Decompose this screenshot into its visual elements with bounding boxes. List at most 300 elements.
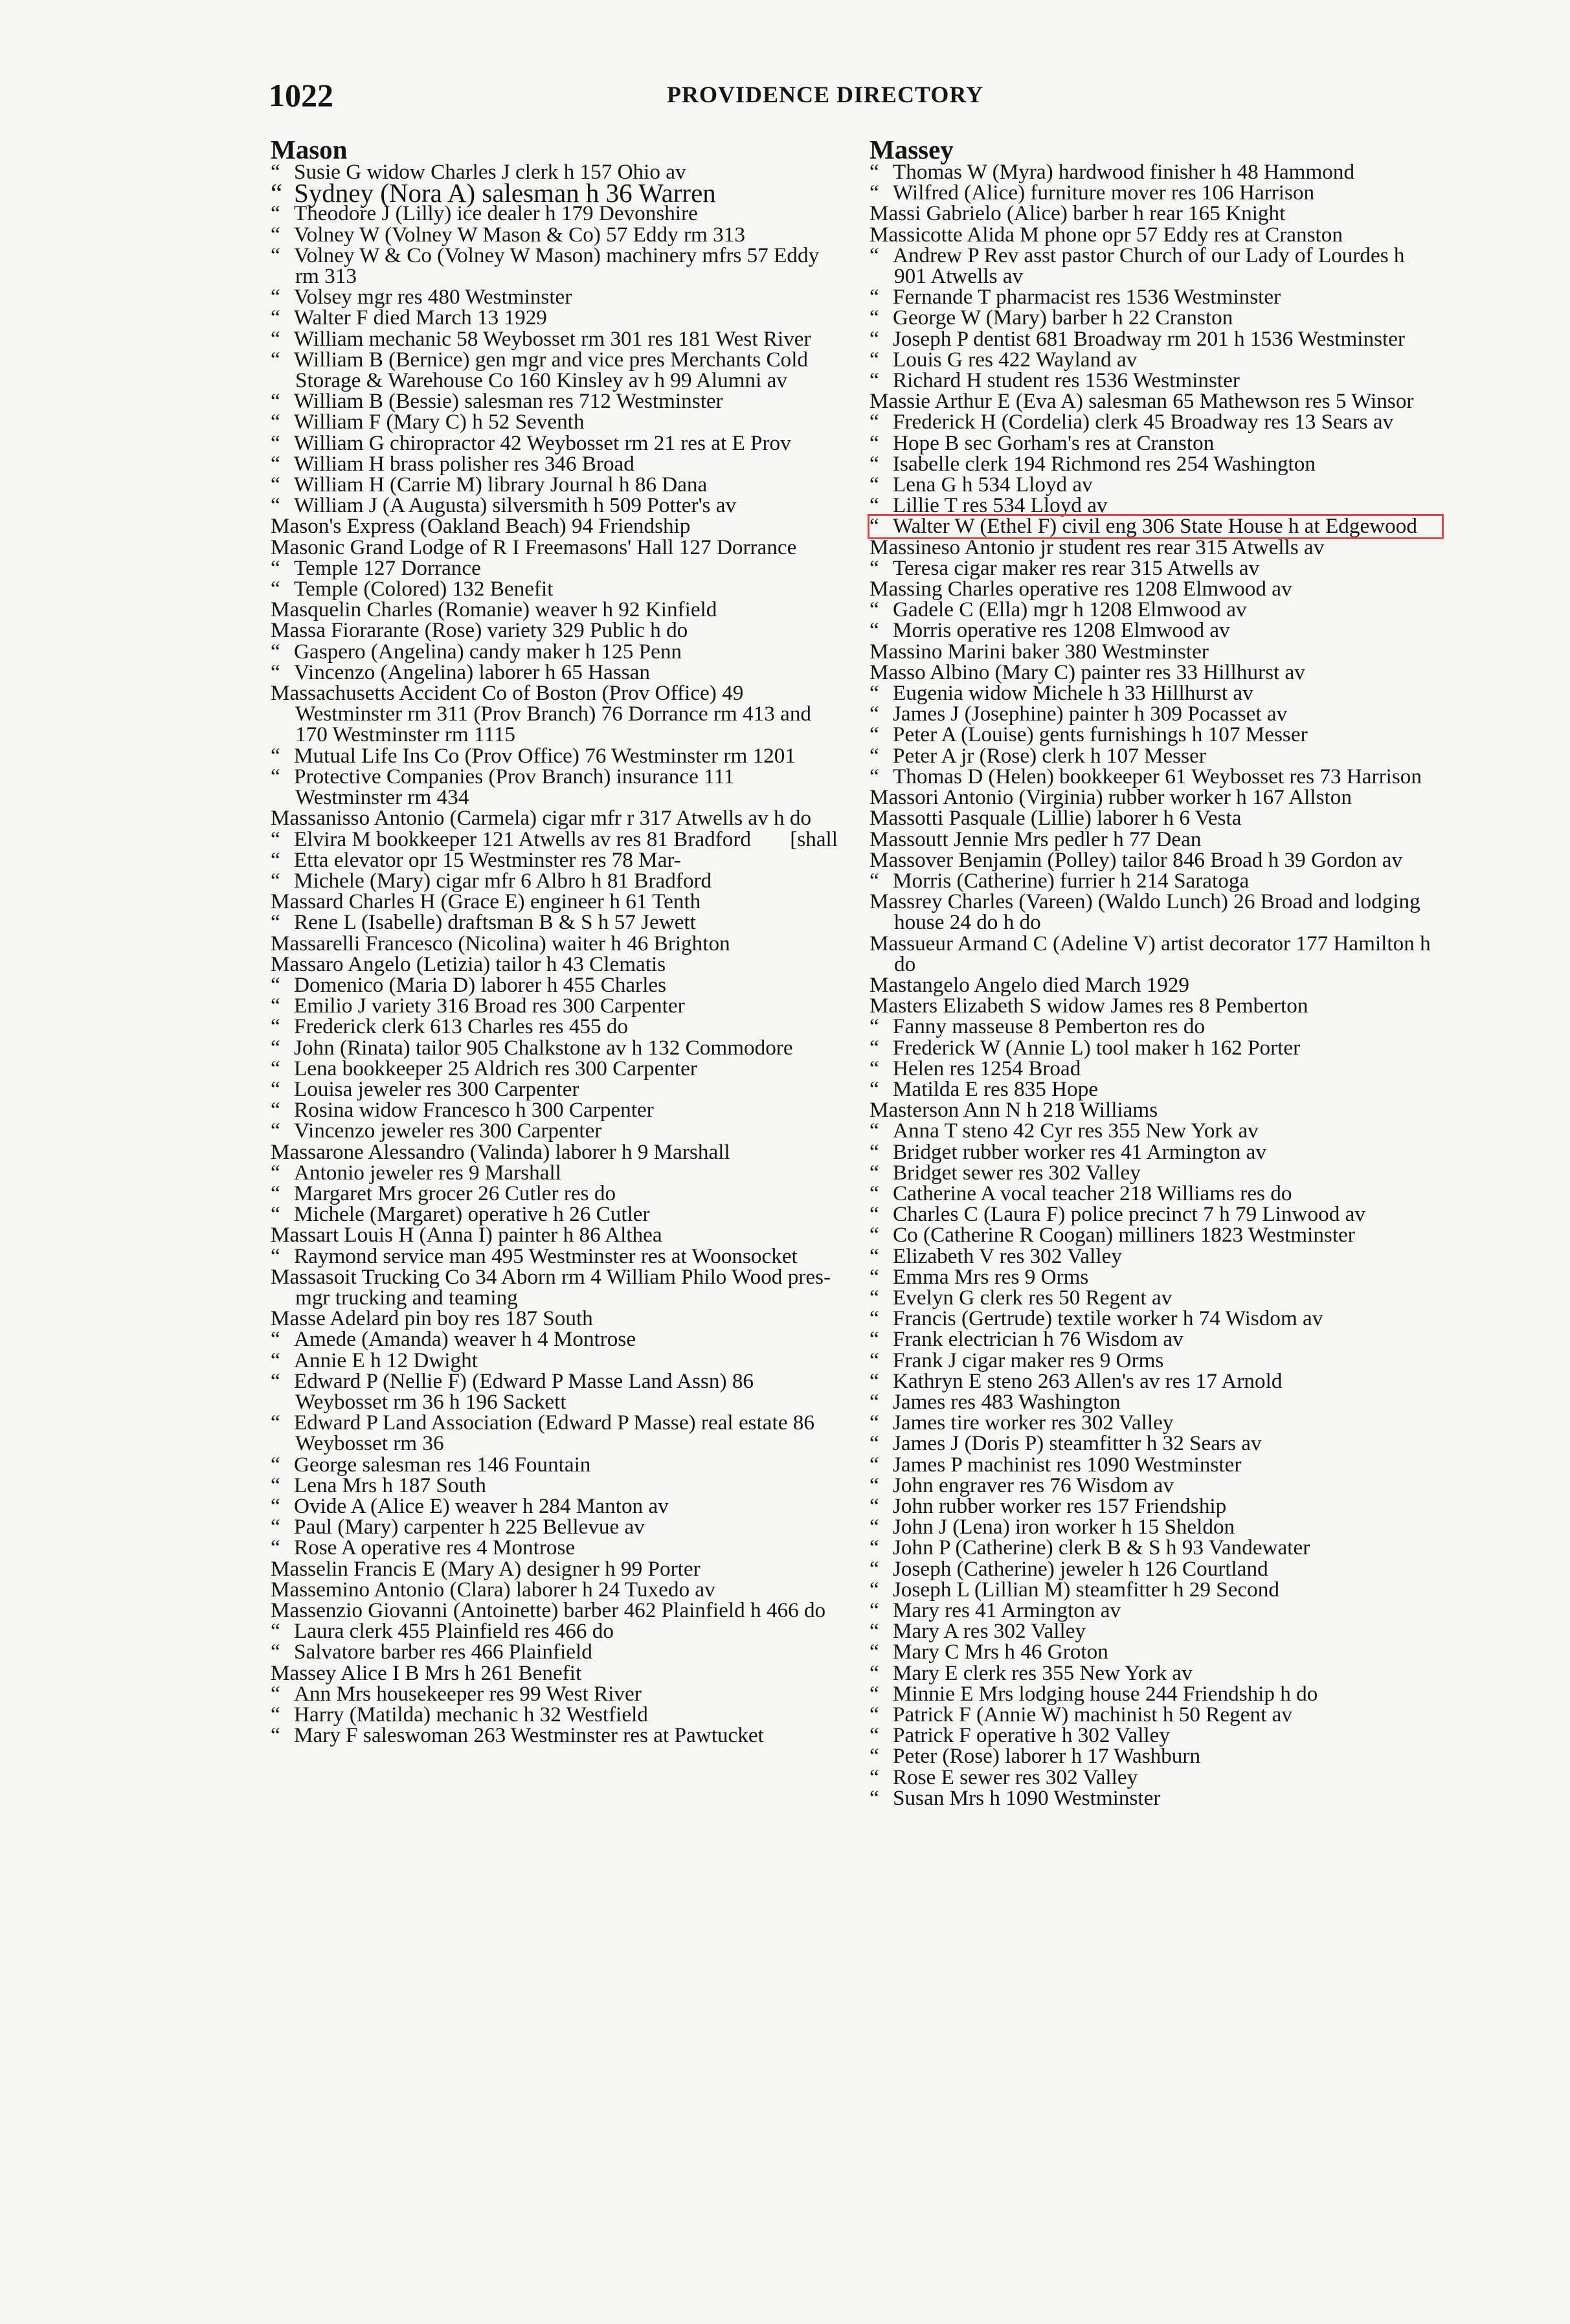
ditto-mark: “ xyxy=(271,201,280,226)
ditto-mark: “ xyxy=(869,1202,879,1227)
entry-text: Paul (Mary) carpenter h 225 Bellevue av xyxy=(294,1515,645,1539)
ditto-mark: “ xyxy=(869,1536,879,1560)
directory-entry xyxy=(869,766,1437,787)
ditto-mark: “ xyxy=(869,1660,879,1685)
directory-entry xyxy=(869,868,1437,893)
entry-text: James tire worker res 302 Valley xyxy=(893,1411,1174,1435)
ditto-mark: “ xyxy=(869,555,879,580)
ditto-mark: “ xyxy=(869,160,879,184)
entry-text: Massineso Antonio jr student res rear 315 Atwells av xyxy=(869,535,1325,559)
entry-text: Walter F died March 13 1929 xyxy=(294,306,547,330)
directory-entry xyxy=(271,347,838,393)
directory-entry xyxy=(271,1204,838,1225)
entry-text: Lena bookkeeper 25 Aldrich res 300 Carpenter xyxy=(294,1056,697,1080)
entry-text: Louis G res 422 Wayland av xyxy=(893,347,1138,372)
page-number: 1022 xyxy=(269,77,333,113)
entry-text: John rubber worker res 157 Friendship xyxy=(893,1494,1227,1518)
entry-text: Rose E sewer res 302 Valley xyxy=(893,1765,1138,1789)
entry-text: Vincenzo (Angelina) laborer h 65 Hassan xyxy=(294,660,651,684)
entry-text: Co (Catherine R Coogan) milliners 1823 Westminster xyxy=(893,1223,1355,1247)
ditto-mark: “ xyxy=(271,1014,280,1039)
directory-entry xyxy=(869,1225,1437,1246)
directory-entry xyxy=(271,203,838,224)
entry-text: Rose A operative res 4 Montrose xyxy=(294,1536,576,1560)
ditto-mark: “ xyxy=(869,1139,879,1164)
directory-entry xyxy=(869,203,1437,224)
directory-entry xyxy=(271,579,838,599)
ditto-mark: “ xyxy=(271,347,280,372)
directory-entry xyxy=(271,1496,838,1517)
entry-text: Charles C (Laura F) police precinct 7 h 79 Linwood av xyxy=(893,1202,1365,1227)
directory-entry xyxy=(869,1704,1437,1725)
entry-text: Massotti Pasquale (Lillie) laborer h 6 Vesta xyxy=(869,806,1242,831)
entry-text: Massarelli Francesco (Nicolina) waiter h 46 Brighton xyxy=(271,931,730,955)
entry-text: Ovide A (Alice E) weaver h 284 Manton av xyxy=(294,1494,669,1518)
directory-entry xyxy=(271,639,838,664)
entry-text: Mutual Life Ins Co (Prov Office) 76 Westminster rm 1201 xyxy=(294,743,796,768)
directory-entry xyxy=(271,555,838,580)
directory-entry xyxy=(271,996,838,1016)
directory-entry xyxy=(271,1183,838,1204)
ditto-mark: “ xyxy=(271,1681,280,1706)
directory-entry xyxy=(869,579,1437,599)
ditto-mark: “ xyxy=(271,285,280,309)
entry-text: Minnie E Mrs lodging house 244 Friendship h do xyxy=(893,1681,1318,1706)
directory-entry xyxy=(869,1329,1437,1350)
ditto-mark: “ xyxy=(271,178,283,208)
entry-text: Edward P (Nellie F) (Edward P Masse Land Assn) 86 Weybosset rm 36 h 196 Sackett xyxy=(294,1369,754,1414)
directory-entry xyxy=(869,683,1437,704)
entry-text: Mary A res 302 Valley xyxy=(893,1619,1086,1644)
ditto-mark: “ xyxy=(869,1181,879,1205)
entry-text: James P machinist res 1090 Westminster xyxy=(893,1452,1242,1477)
directory-entry xyxy=(271,1452,838,1477)
entry-text: Temple 127 Dorrance xyxy=(294,555,481,580)
entry-text: Frederick H (Cordelia) clerk 45 Broadway res 13 Sears av xyxy=(893,410,1394,434)
directory-entry xyxy=(869,451,1437,476)
entry-text: Teresa cigar maker res rear 315 Atwells av xyxy=(893,555,1260,580)
directory-entry xyxy=(869,1452,1437,1477)
ditto-mark: “ xyxy=(869,1556,879,1581)
entry-text: Massachusetts Accident Co of Boston (Prov Office) 49 Westminster rm 311 (Prov Branch) 76 Dorrance rm 413 and 170 Westminster rm 1115 xyxy=(271,681,812,747)
ditto-mark: “ xyxy=(869,722,879,747)
directory-entry xyxy=(869,847,1437,872)
entry-text: Annie E h 12 Dwight xyxy=(294,1348,478,1372)
entry-text: John (Rinata) tailor 905 Chalkstone av h 132 Commodore xyxy=(294,1035,793,1060)
directory-entry xyxy=(869,1413,1437,1433)
entry-text: Massover Benjamin (Polley) tailor 846 Broad h 39 Gordon av xyxy=(869,847,1403,872)
entry-text: Domenico (Maria D) laborer h 455 Charles xyxy=(294,972,667,997)
ditto-mark: “ xyxy=(869,430,879,455)
directory-entry xyxy=(869,1308,1437,1329)
directory-entry xyxy=(869,183,1437,203)
entry-text: Rene L (Isabelle) draftsman B & S h 57 Jewett xyxy=(294,910,696,935)
directory-entry xyxy=(271,1725,838,1746)
directory-entry xyxy=(271,495,838,516)
entry-text: Mary res 41 Armington av xyxy=(893,1598,1121,1623)
ditto-mark: “ xyxy=(869,1348,879,1372)
ditto-mark: “ xyxy=(271,994,280,1018)
directory-entry xyxy=(271,912,838,933)
entry-text: Joseph P dentist 681 Broadway rm 201 h 1536 Westminster xyxy=(893,326,1406,351)
entry-text: William B (Bessie) salesman res 712 Westminster xyxy=(294,389,723,414)
entry-text: Fernande T pharmacist res 1536 Westminster xyxy=(893,285,1281,309)
ditto-mark: “ xyxy=(271,1723,280,1748)
directory-entry xyxy=(869,1600,1437,1621)
directory-entry xyxy=(271,475,838,495)
directory-entry xyxy=(271,1660,838,1685)
entry-text: Edward P Land Association (Edward P Masse) real estate 86 Weybosset rm 36 xyxy=(294,1411,814,1456)
directory-entry xyxy=(271,287,838,307)
ditto-mark: “ xyxy=(869,326,879,351)
entry-text: Antonio jeweler res 9 Marshall xyxy=(294,1160,561,1185)
entry-text: Peter A (Louise) gents furnishings h 107 Messer xyxy=(893,722,1308,747)
ditto-mark: “ xyxy=(869,1452,879,1477)
directory-entry xyxy=(271,516,838,537)
ditto-mark: “ xyxy=(271,1181,280,1205)
directory-entry xyxy=(869,412,1437,432)
entry-text: Margaret Mrs grocer 26 Cutler res do xyxy=(294,1181,616,1205)
ditto-mark: “ xyxy=(271,473,280,497)
directory-entry xyxy=(271,1517,838,1537)
directory-entry xyxy=(869,495,1437,516)
entry-text: Walter W (Ethel F) civil eng 306 State House h at Edgewood xyxy=(893,514,1417,539)
directory-entry xyxy=(869,891,1437,933)
ditto-mark: “ xyxy=(271,1515,280,1539)
directory-entry xyxy=(869,1517,1437,1537)
ditto-mark: “ xyxy=(271,243,280,267)
entry-text: Massard Charles H (Grace E) engineer h 61 Tenth xyxy=(271,889,701,914)
entry-text: Mary E clerk res 355 New York av xyxy=(893,1660,1193,1685)
entry-text: Laura clerk 455 Plainfield res 466 do xyxy=(294,1619,614,1644)
ditto-mark: “ xyxy=(271,827,280,851)
entry-text: Bridget sewer res 302 Valley xyxy=(893,1160,1141,1185)
right-entry-list xyxy=(869,162,1437,1809)
entry-text: Hope B sec Gorham's res at Cranston xyxy=(893,430,1215,455)
entry-text: Massrey Charles (Vareen) (Waldo Lunch) 26 Broad and lodging house 24 do h do xyxy=(869,889,1420,935)
entry-text: Morris operative res 1208 Elmwood av xyxy=(893,618,1230,643)
entry-text: Masterson Ann N h 218 Williams xyxy=(869,1098,1158,1123)
entry-text: William H (Carrie M) library Journal h 86 Dana xyxy=(294,473,708,497)
ditto-mark: “ xyxy=(869,1014,879,1039)
entry-text: Massarone Alessandro (Valinda) laborer h 9 Marshall xyxy=(271,1139,730,1164)
entry-text: Michele (Margaret) operative h 26 Cutler xyxy=(294,1202,650,1227)
directory-entry xyxy=(869,1264,1437,1289)
directory-entry xyxy=(869,391,1437,412)
left-surname-heading: Mason xyxy=(271,135,348,164)
directory-entry xyxy=(869,430,1437,455)
entry-text: Bridget rubber worker res 41 Armington av xyxy=(893,1139,1266,1164)
ditto-mark: “ xyxy=(271,410,280,434)
ditto-mark: “ xyxy=(869,473,879,497)
directory-entry xyxy=(869,162,1437,183)
directory-entry xyxy=(869,537,1437,558)
directory-entry xyxy=(271,808,838,829)
directory-entry xyxy=(271,1225,838,1246)
ditto-mark: “ xyxy=(869,347,879,372)
directory-entry xyxy=(271,412,838,432)
entry-text: Mary C Mrs h 46 Groton xyxy=(893,1640,1108,1664)
ditto-mark: “ xyxy=(869,1264,879,1289)
entry-text: John P (Catherine) clerk B & S h 93 Vandewater xyxy=(893,1536,1310,1560)
directory-entry xyxy=(869,1183,1437,1204)
entry-text: Massasoit Trucking Co 34 Aborn rm 4 William Philo Wood pres-mgr trucking and teaming xyxy=(271,1264,831,1310)
directory-entry xyxy=(869,743,1437,768)
ditto-mark: “ xyxy=(869,306,879,330)
entry-text: Ann Mrs housekeeper res 99 West River xyxy=(294,1681,642,1706)
entry-text: Massing Charles operative res 1208 Elmwood av xyxy=(869,577,1292,601)
entry-text: James res 483 Washington xyxy=(893,1389,1121,1414)
directory-entry xyxy=(271,1100,838,1121)
directory-entry xyxy=(869,222,1437,247)
entry-text: William J (A Augusta) silversmith h 509 Potter's av xyxy=(294,493,737,518)
entry-text: Susie G widow Charles J clerk h 157 Ohio av xyxy=(294,160,686,184)
directory-entry xyxy=(271,1350,838,1371)
ditto-mark: “ xyxy=(271,326,280,351)
ditto-mark: “ xyxy=(869,1327,879,1352)
directory-entry xyxy=(869,808,1437,829)
ditto-mark: “ xyxy=(869,1119,879,1143)
directory-entry xyxy=(869,1537,1437,1558)
ditto-mark: “ xyxy=(869,1681,879,1706)
directory-entry xyxy=(869,933,1437,975)
entry-text: Theodore J (Lilly) ice dealer h 179 Devonshire xyxy=(294,201,698,226)
directory-entry xyxy=(869,1035,1437,1060)
entry-text: Masso Albino (Mary C) painter res 33 Hillhurst av xyxy=(869,660,1305,684)
ditto-mark: “ xyxy=(271,1035,280,1060)
directory-entry xyxy=(869,1660,1437,1685)
directory-entry xyxy=(271,1079,838,1100)
directory-entry xyxy=(869,1079,1437,1100)
directory-entry xyxy=(271,1016,838,1037)
directory-entry xyxy=(271,178,838,208)
entry-text: George W (Mary) barber h 22 Cranston xyxy=(893,306,1233,330)
ditto-mark: “ xyxy=(869,1077,879,1101)
entry-text: Etta elevator opr 15 Westminster res 78 Mar- xyxy=(294,847,681,872)
right-aligned-continuation: [shall xyxy=(790,827,838,851)
directory-entry xyxy=(271,307,838,328)
directory-entry xyxy=(271,972,838,997)
entry-text: Vincenzo jeweler res 300 Carpenter xyxy=(294,1119,602,1143)
entry-text: Massa Fiorarante (Rose) variety 329 Public h do xyxy=(271,618,688,643)
entry-text: Richard H student res 1536 Westminster xyxy=(893,368,1240,393)
entry-text: Eugenia widow Michele h 33 Hillhurst av xyxy=(893,681,1253,706)
directory-entry xyxy=(271,1121,838,1141)
ditto-mark: “ xyxy=(271,1640,280,1664)
directory-entry xyxy=(869,475,1437,495)
entry-text: Mary F saleswoman 263 Westminster res at Pawtucket xyxy=(294,1723,764,1748)
directory-entry xyxy=(869,662,1437,683)
ditto-mark: “ xyxy=(271,1056,280,1080)
entry-text: Masonic Grand Lodge of R I Freemasons' Hall 127 Dorrance xyxy=(271,535,797,559)
entry-text: Masquelin Charles (Romanie) weaver h 92 Kinfield xyxy=(271,598,717,622)
entry-text: Gadele C (Ella) mgr h 1208 Elmwood av xyxy=(893,598,1247,622)
entry-text: Massino Marini baker 380 Westminster xyxy=(869,639,1209,664)
ditto-mark: “ xyxy=(271,1160,280,1185)
entry-text: Kathryn E steno 263 Allen's av res 17 Arnold xyxy=(893,1369,1283,1393)
directory-entry xyxy=(869,370,1437,391)
directory-entry xyxy=(271,1139,838,1164)
directory-entry xyxy=(271,1058,838,1079)
entry-text: Harry (Matilda) mechanic h 32 Westfield xyxy=(294,1703,648,1727)
ditto-mark: “ xyxy=(271,639,280,664)
directory-entry xyxy=(271,1160,838,1185)
entry-text: Massart Louis H (Anna I) painter h 86 Althea xyxy=(271,1223,662,1247)
ditto-mark: “ xyxy=(271,451,280,476)
directory-entry xyxy=(869,1350,1437,1371)
directory-entry xyxy=(869,1285,1437,1310)
entry-text: Anna T steno 42 Cyr res 355 New York av xyxy=(893,1119,1259,1143)
directory-entry xyxy=(271,933,838,954)
directory-entry xyxy=(271,599,838,620)
entry-text: Patrick F (Annie W) machinist h 50 Regent av xyxy=(893,1703,1292,1727)
entry-text: Emma Mrs res 9 Orms xyxy=(893,1264,1089,1289)
directory-entry xyxy=(869,639,1437,664)
directory-entry xyxy=(271,683,838,746)
directory-entry xyxy=(271,766,838,808)
directory-entry xyxy=(869,1785,1437,1810)
right-surname-heading: Massey xyxy=(869,135,954,164)
entry-text: Frederick clerk 613 Charles res 455 do xyxy=(294,1014,629,1039)
directory-entry xyxy=(869,704,1437,724)
directory-entry xyxy=(869,307,1437,328)
ditto-mark: “ xyxy=(869,702,879,726)
ditto-mark: “ xyxy=(271,1452,280,1477)
directory-entry xyxy=(869,996,1437,1016)
ditto-mark: “ xyxy=(271,1098,280,1123)
ditto-mark: “ xyxy=(869,368,879,393)
entry-text: Sydney (Nora A) salesman h 36 Warren xyxy=(294,178,716,208)
ditto-mark: “ xyxy=(869,1494,879,1518)
entry-text: Massori Antonio (Virginia) rubber worker h 167 Allston xyxy=(869,785,1352,810)
directory-entry xyxy=(869,724,1437,745)
entry-text: Frank J cigar maker res 9 Orms xyxy=(893,1348,1164,1372)
directory-entry xyxy=(271,1642,838,1662)
ditto-mark: “ xyxy=(271,222,280,247)
directory-entry xyxy=(271,1413,838,1454)
page-header xyxy=(0,0,1570,123)
directory-entry xyxy=(869,1016,1437,1037)
left-entry-list xyxy=(271,162,838,1746)
entry-text: Helen res 1254 Broad xyxy=(893,1056,1081,1080)
entry-text: Massoutt Jennie Mrs pedler h 77 Dean xyxy=(869,827,1202,851)
entry-text: William mechanic 58 Weybosset rm 301 res 181 West River xyxy=(294,326,811,351)
entry-text: Amede (Amanda) weaver h 4 Montrose xyxy=(294,1327,636,1352)
directory-entry xyxy=(869,1475,1437,1496)
running-head: PROVIDENCE DIRECTORY xyxy=(667,82,984,107)
ditto-mark: “ xyxy=(271,1619,280,1644)
entry-text: Frederick W (Annie L) tool maker h 162 Porter xyxy=(893,1035,1301,1060)
entry-text: Andrew P Rev asst pastor Church of our Lady of Lourdes h 901 Atwells av xyxy=(893,243,1405,289)
entry-text: Lillie T res 534 Lloyd av xyxy=(893,493,1108,518)
entry-text: Massueur Armand C (Adeline V) artist decorator 177 Hamilton h do xyxy=(869,931,1431,976)
directory-entry xyxy=(271,662,838,683)
ditto-mark: “ xyxy=(869,1723,879,1748)
ditto-mark: “ xyxy=(271,1369,280,1393)
entry-text: Louisa jeweler res 300 Carpenter xyxy=(294,1077,579,1101)
entry-text: Protective Companies (Prov Branch) insurance 111 Westminster rm 434 xyxy=(294,764,735,810)
ditto-mark: “ xyxy=(869,618,879,643)
entry-text: Wilfred (Alice) furniture mover res 106 Harrison xyxy=(893,181,1315,205)
entry-text: Patrick F operative h 302 Valley xyxy=(893,1723,1170,1748)
directory-entry xyxy=(869,1204,1437,1225)
entry-text: Peter A jr (Rose) clerk h 107 Messer xyxy=(893,743,1206,768)
entry-text: Massicotte Alida M phone opr 57 Eddy res at Cranston xyxy=(869,222,1343,247)
entry-text: James J (Josephine) painter h 309 Pocasset av xyxy=(893,702,1288,726)
ditto-mark: “ xyxy=(271,868,280,893)
highlighted-directory-entry xyxy=(869,516,1442,537)
ditto-mark: “ xyxy=(271,1536,280,1560)
directory-entry xyxy=(869,1556,1437,1581)
directory-entry xyxy=(271,1371,838,1413)
entry-text: Temple (Colored) 132 Benefit xyxy=(294,577,554,601)
ditto-mark: “ xyxy=(869,1577,879,1602)
ditto-mark: “ xyxy=(869,681,879,706)
right-directory-column xyxy=(869,136,1437,1809)
entry-text: Raymond service man 495 Westminster res at Woonsocket xyxy=(294,1244,798,1268)
ditto-mark: “ xyxy=(869,1035,879,1060)
directory-entry xyxy=(869,829,1437,850)
ditto-mark: “ xyxy=(869,764,879,788)
directory-entry xyxy=(869,1725,1437,1746)
directory-entry xyxy=(271,1035,838,1060)
directory-entry xyxy=(869,620,1437,641)
entry-text: Fanny masseuse 8 Pemberton res do xyxy=(893,1014,1206,1039)
entry-text: Massie Arthur E (Eva A) salesman 65 Mathewson res 5 Winsor xyxy=(869,389,1414,414)
ditto-mark: “ xyxy=(869,1369,879,1393)
entry-text: Masters Elizabeth S widow James res 8 Pemberton xyxy=(869,994,1308,1018)
ditto-mark: “ xyxy=(271,972,280,997)
directory-entry xyxy=(869,1121,1437,1141)
directory-entry xyxy=(271,1704,838,1725)
entry-text: Massey Alice I B Mrs h 261 Benefit xyxy=(271,1660,582,1685)
directory-entry xyxy=(271,1556,838,1581)
ditto-mark: “ xyxy=(271,743,280,768)
ditto-mark: “ xyxy=(271,389,280,414)
entry-text: Elizabeth V res 302 Valley xyxy=(893,1244,1122,1268)
directory-entry xyxy=(869,1160,1437,1185)
entry-text: Isabelle clerk 194 Richmond res 254 Washington xyxy=(893,451,1316,476)
entry-text: Gaspero (Angelina) candy maker h 125 Penn xyxy=(294,639,682,664)
directory-entry xyxy=(869,326,1437,351)
entry-text: Mason's Express (Oakland Beach) 94 Friendship xyxy=(271,514,691,539)
ditto-mark: “ xyxy=(869,1056,879,1080)
ditto-mark: “ xyxy=(271,1202,280,1227)
directory-entry xyxy=(271,391,838,412)
directory-entry xyxy=(271,451,838,476)
entry-text: Matilda E res 835 Hope xyxy=(893,1077,1099,1101)
entry-text: William F (Mary C) h 52 Seventh xyxy=(294,410,585,434)
directory-entry xyxy=(271,847,838,872)
entry-text: Peter (Rose) laborer h 17 Washburn xyxy=(893,1744,1201,1769)
entry-text: Mastangelo Angelo died March 1929 xyxy=(869,972,1190,997)
ditto-mark: “ xyxy=(271,910,280,935)
ditto-mark: “ xyxy=(869,181,879,205)
entry-text: George salesman res 146 Fountain xyxy=(294,1452,591,1477)
ditto-mark: “ xyxy=(869,743,879,768)
ditto-mark: “ xyxy=(271,1494,280,1518)
ditto-mark: “ xyxy=(869,493,879,518)
entry-text: Morris (Catherine) furrier h 214 Saratoga xyxy=(893,868,1250,893)
entry-text: Joseph L (Lillian M) steamfitter h 29 Second xyxy=(893,1577,1279,1602)
entry-text: Lena Mrs h 187 South xyxy=(294,1473,486,1497)
entry-text: Massaro Angelo (Letizia) tailor h 43 Clematis xyxy=(271,952,666,976)
ditto-mark: “ xyxy=(271,160,280,184)
directory-entry xyxy=(271,620,838,641)
ditto-mark: “ xyxy=(869,1223,879,1247)
ditto-mark: “ xyxy=(271,1348,280,1372)
entry-text: Thomas W (Myra) hardwood finisher h 48 Hammond xyxy=(893,160,1355,184)
